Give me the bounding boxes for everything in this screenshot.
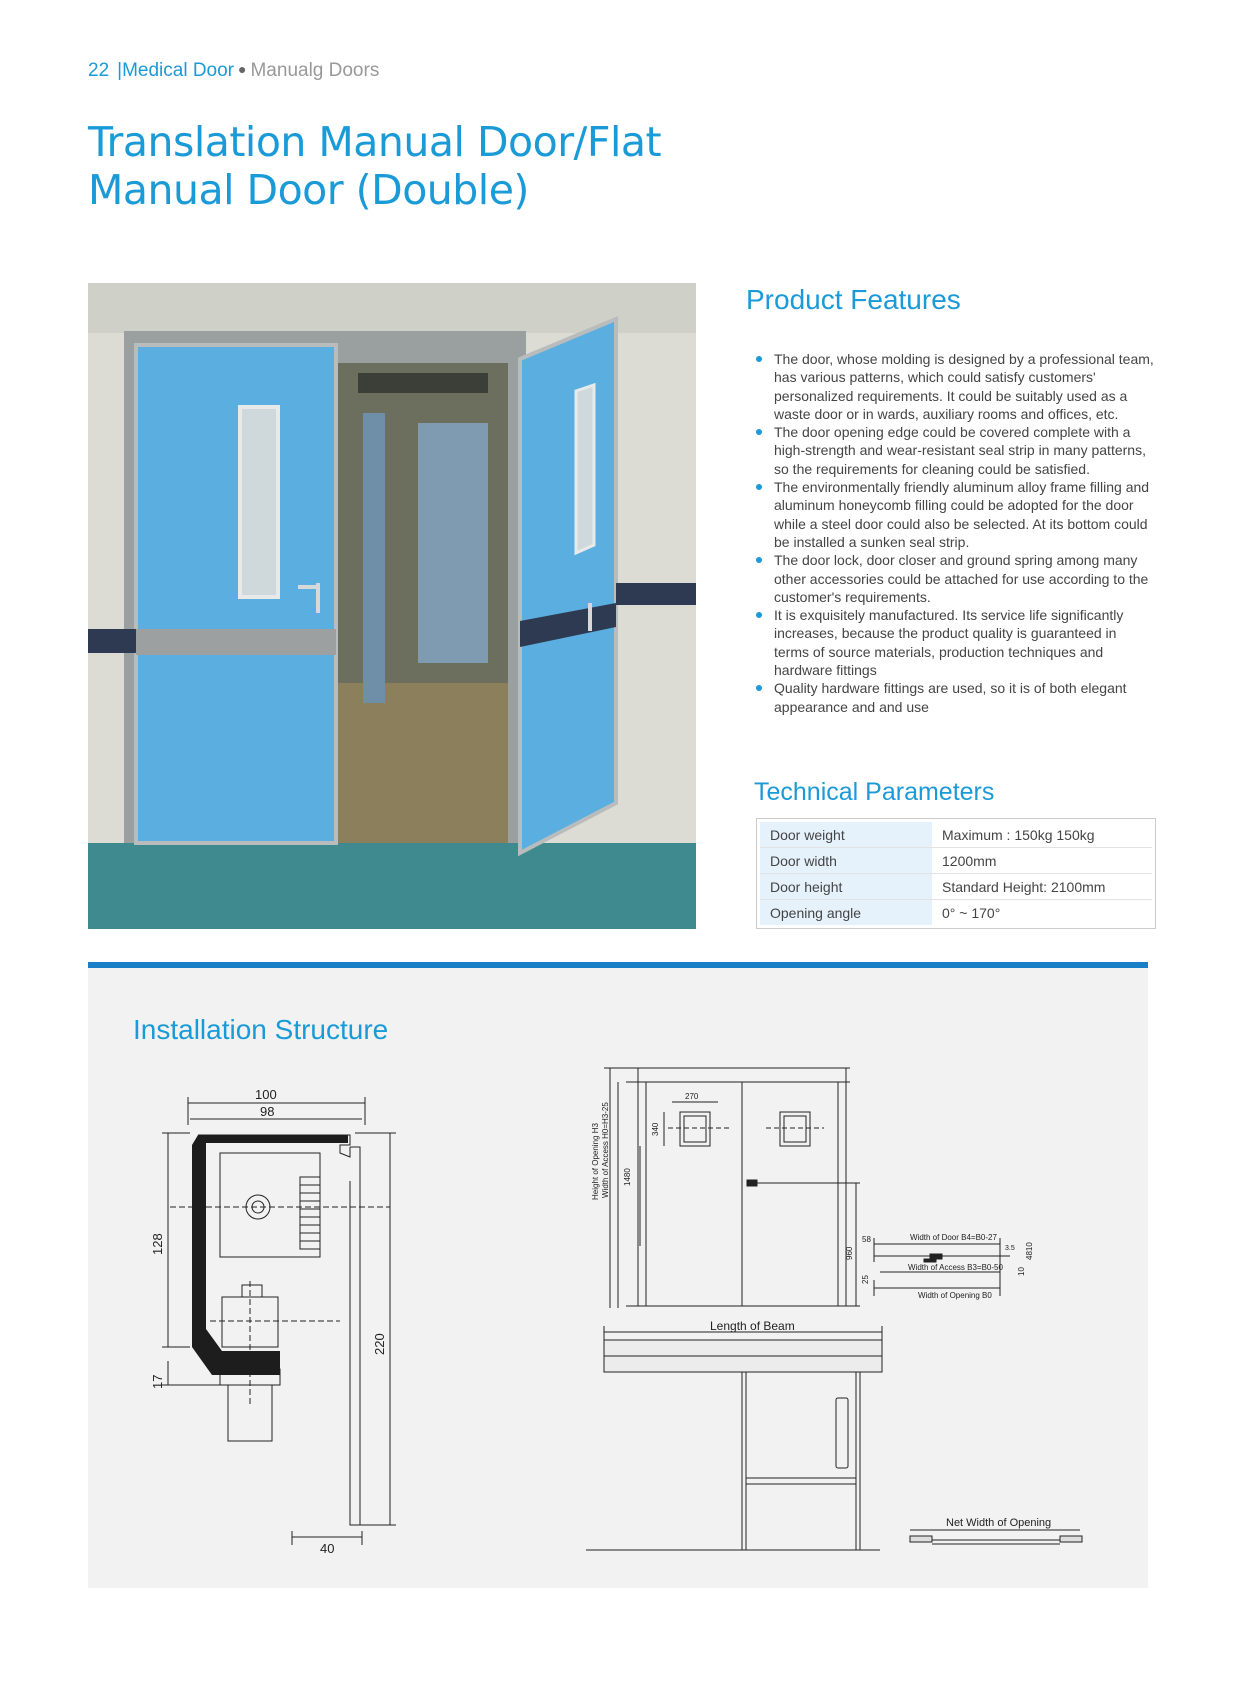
dim-220: 220: [372, 1333, 387, 1355]
table-row: [760, 874, 1152, 900]
product-features-heading: Product Features: [746, 284, 961, 315]
dim-58: 58: [862, 1235, 871, 1244]
dim-3-5: 3.5: [1005, 1245, 1015, 1252]
elevation-drawing: [590, 1060, 1100, 1330]
beam-drawing: [580, 1318, 1100, 1558]
list-item: The door opening edge could be covered complete with a high-strength and wear-resistant seal strip in many patterns, so the requirements for cleaning could be satisfied.: [754, 423, 1154, 478]
page-title-line2: Manual Door (Double): [88, 166, 529, 214]
label-height-opening: Height of Opening H3: [591, 1123, 600, 1200]
param-value: 1200mm: [932, 848, 1152, 874]
technical-parameters-heading: Technical Parameters: [754, 778, 995, 806]
label-width-door: Width of Door B4=B0-27: [910, 1233, 997, 1242]
dim-100: 100: [255, 1087, 277, 1102]
header-bullet: ●: [238, 61, 247, 77]
dim-40: 40: [320, 1541, 335, 1555]
subsection-name: Manualg Doors: [250, 60, 380, 81]
label-width-access-h0: Width of Access H0=H3-25: [601, 1102, 610, 1198]
param-value: Maximum : 150kg 150kg: [932, 822, 1152, 848]
technical-parameters-table: [756, 818, 1156, 929]
param-value: 0° ~ 170°: [942, 904, 1001, 921]
table-row: [760, 900, 1152, 926]
dim-98: 98: [260, 1104, 275, 1119]
section-name: Medical Door: [122, 60, 235, 81]
param-label: Door width: [760, 848, 932, 874]
page-header: [88, 60, 379, 82]
header-separator: |: [117, 60, 123, 81]
product-photo: [88, 283, 696, 929]
dim-1480: 1480: [623, 1168, 632, 1186]
list-item: The environmentally friendly aluminum alloy frame filling and aluminum honeycomb filling could be adopted for the door while a steel door could also be selected. At its bottom could be installed a sunken seal strip.: [754, 478, 1154, 551]
label-width-access-b3: Width of Access B3=B0-50: [908, 1263, 1003, 1272]
list-item: Quality hardware fittings are used, so it is of both elegant appearance and and use: [754, 679, 1154, 716]
list-item: It is exquisitely manufactured. Its service life significantly increases, because the product quality is guaranteed in terms of source materials, production techniques and hardware fittings: [754, 606, 1154, 679]
dim-270: 270: [685, 1092, 699, 1101]
features-list: [754, 350, 1154, 716]
param-label: Door height: [760, 874, 932, 900]
dim-17: 17: [150, 1374, 165, 1389]
table-row: [760, 822, 1152, 848]
page-number: 22: [88, 60, 110, 81]
list-item: The door lock, door closer and ground spring among many other accessories could be attached for use according to the customer's requirements.: [754, 551, 1154, 606]
dim-4810: 4810: [1025, 1242, 1034, 1260]
param-label: Opening angle: [760, 900, 932, 926]
list-item: The door, whose molding is designed by a professional team, has various patterns, which could satisfy customers' personalized requirements. It could be suitably used as a waste door or in wards, auxiliary rooms and offices, etc.: [754, 350, 1154, 423]
page-title-line1: Translation Manual Door/Flat: [88, 118, 662, 166]
label-net-width: Net Width of Opening: [946, 1517, 1052, 1529]
table-row: [760, 848, 1152, 874]
dim-10: 10: [1017, 1267, 1026, 1276]
installation-heading: Installation Structure: [133, 1014, 389, 1045]
dim-340: 340: [651, 1122, 660, 1136]
label-length-of-beam: Length of Beam: [710, 1319, 795, 1333]
label-width-opening: Width of Opening B0: [918, 1291, 992, 1300]
page-title: [88, 118, 788, 214]
section-drawing: [150, 1085, 410, 1555]
dim-25: 25: [861, 1275, 870, 1284]
dim-128: 128: [150, 1233, 165, 1255]
door-illustration: [88, 283, 696, 929]
dim-960: 960: [845, 1246, 854, 1260]
param-label: Door weight: [760, 822, 932, 848]
param-value: Standard Height: 2100mm: [932, 874, 1152, 900]
